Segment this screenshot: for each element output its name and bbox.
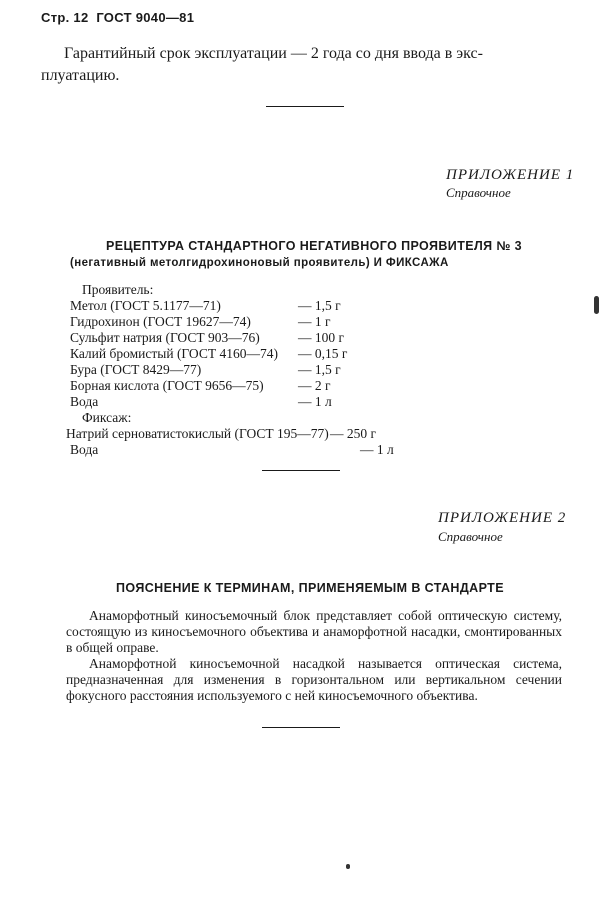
- list-item: Бура (ГОСТ 8429—77) — 1,5 г: [70, 362, 341, 377]
- list-item: Натрий серноватистокислый (ГОСТ 195—77) — 250 г: [66, 426, 377, 441]
- list-item: Вода — 1 л: [70, 442, 394, 457]
- appendix-1-title-line-1: РЕЦЕПТУРА СТАНДАРТНОГО НЕГАТИВНОГО ПРОЯВИТЕЛЯ № 3: [106, 239, 522, 253]
- terms-paragraph-2: Анаморфотной киносъемочной насадкой называется оптическая система, предназначенная для изменения в горизонтальном или вертикальном сечении фокусного расстояния используемого с ней киносъемочного объектива.: [66, 656, 562, 703]
- terms-body: [66, 608, 562, 704]
- scan-mark: [594, 296, 599, 314]
- appendix-2-title: ПОЯСНЕНИЕ К ТЕРМИНАМ, ПРИМЕНЯЕМЫМ В СТАНДАРТЕ: [116, 581, 504, 595]
- appendix-1-ref: Справочное: [446, 185, 511, 200]
- fixer-label: Фиксаж:: [82, 410, 132, 425]
- list-item: Гидрохинон (ГОСТ 19627—74) — 1 г: [70, 314, 331, 329]
- warranty-line-2: плуатацию.: [41, 67, 120, 84]
- appendix-2-ref: Справочное: [438, 529, 503, 544]
- page-number: Стр. 12: [41, 10, 89, 25]
- terms-paragraph-1: Анаморфотный киносъемочный блок представляет собой оптическую систему, состоящую из киносъемочного объектива и анаморфотной насадки, смонтированных в общей оправе.: [66, 608, 562, 655]
- appendix-1-title-line-2: (негативный метолгидрохиноновый проявитель) И ФИКСАЖА: [70, 257, 449, 269]
- warranty-line-1: Гарантийный срок эксплуатации — 2 года со дня ввода в экс-: [64, 45, 483, 62]
- section-divider: [266, 106, 344, 107]
- page-header: [41, 10, 194, 25]
- developer-label: Проявитель:: [82, 282, 154, 297]
- appendix-1-label: ПРИЛОЖЕНИЕ 1: [446, 167, 575, 183]
- list-item: Борная кислота (ГОСТ 9656—75) — 2 г: [70, 378, 331, 393]
- list-item: Метол (ГОСТ 5.1177—71) — 1,5 г: [70, 298, 341, 313]
- recipe-block: [66, 282, 396, 458]
- list-item: Калий бромистый (ГОСТ 4160—74) — 0,15 г: [70, 346, 348, 361]
- list-item: Сульфит натрия (ГОСТ 903—76) — 100 г: [70, 330, 345, 345]
- section-divider: [262, 727, 340, 728]
- scan-speck: [346, 864, 350, 869]
- standard-code: ГОСТ 9040—81: [96, 10, 195, 25]
- list-item: Вода — 1 л: [70, 394, 332, 409]
- section-divider: [262, 470, 340, 471]
- appendix-2-label: ПРИЛОЖЕНИЕ 2: [438, 510, 567, 526]
